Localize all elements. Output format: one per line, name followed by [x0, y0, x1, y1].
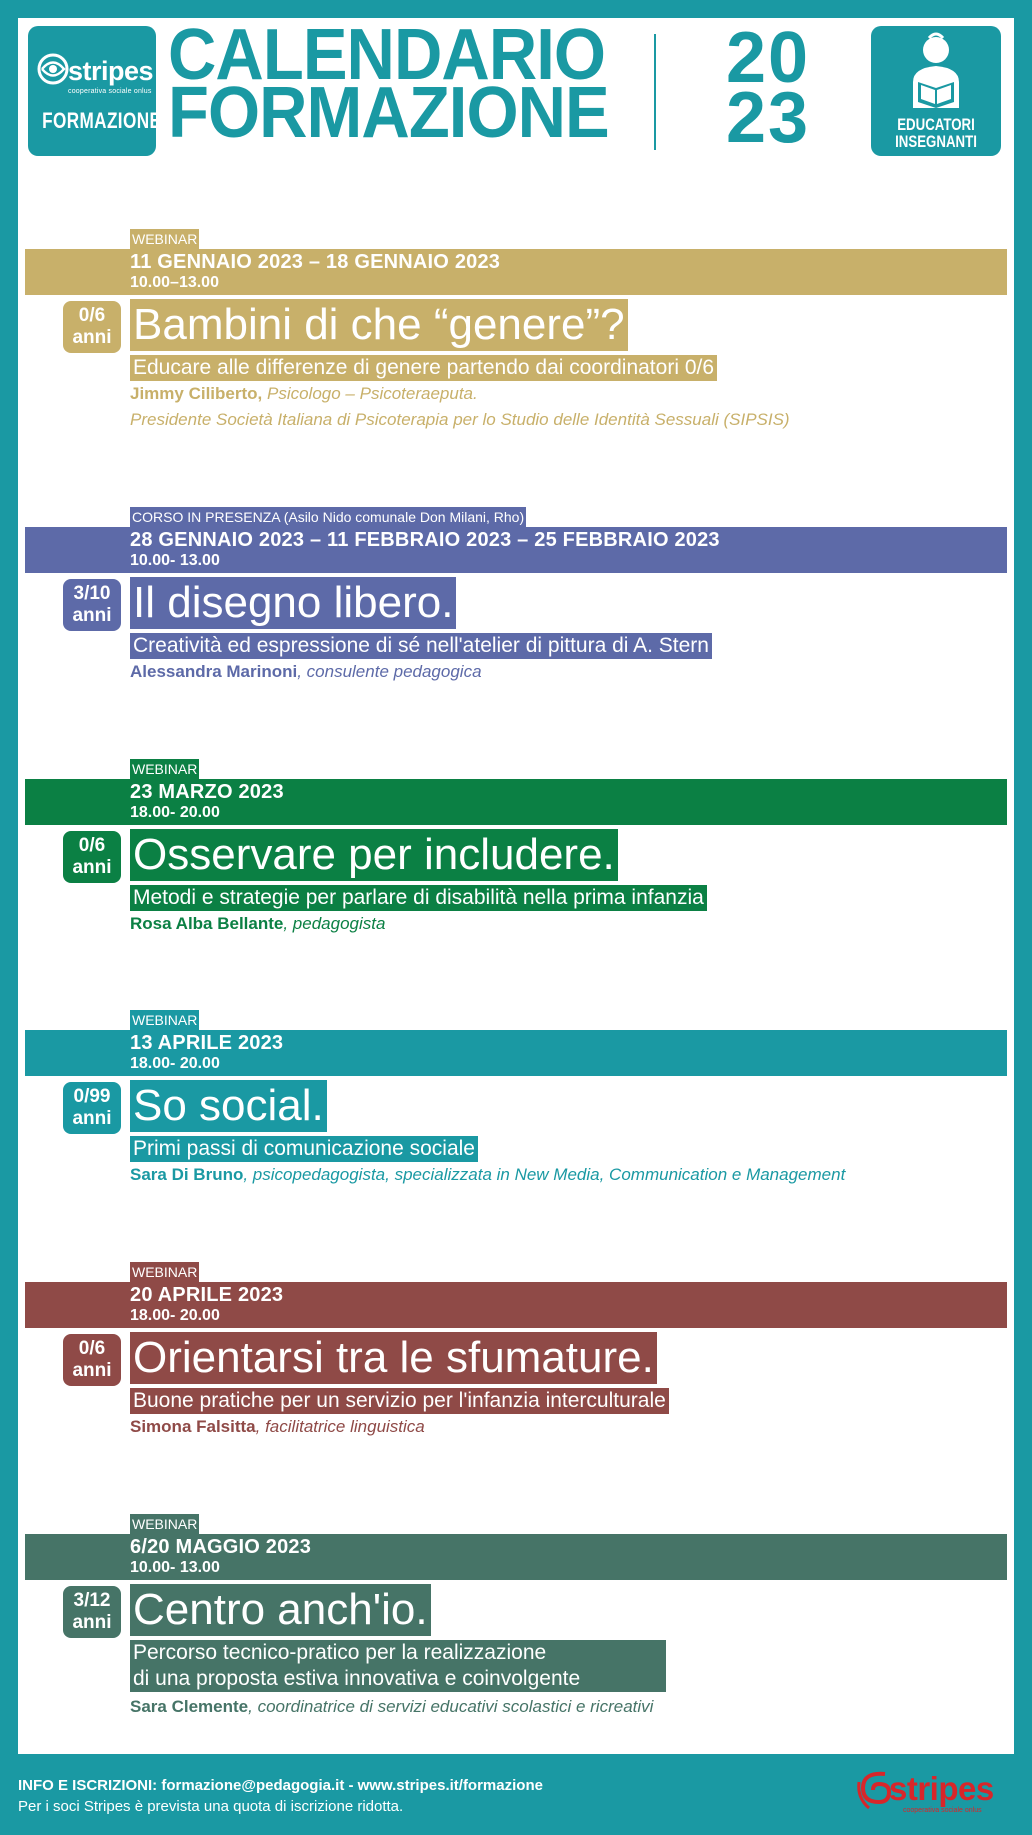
event-subtitle: Creatività ed espressione di sé nell'atelier di pittura di A. Stern	[130, 633, 712, 659]
event-title: Osservare per includere.	[130, 829, 618, 881]
age-badge	[63, 301, 121, 353]
event-hours: 10.00- 13.00	[130, 1559, 220, 1576]
speaker-role: , psicopedagogista, specializzata in New Media, Communication e Management	[243, 1165, 846, 1184]
logo-tagline: cooperativa sociale onlus	[68, 88, 152, 95]
speaker-name: Rosa Alba Bellante	[130, 914, 284, 933]
event-hours: 18.00- 20.00	[130, 804, 220, 821]
event-4	[18, 1010, 1014, 1190]
footer-logo-brand: stripes	[889, 1770, 994, 1807]
event-dates: 23 MARZO 2023	[130, 781, 284, 803]
event-hours: 10.00- 13.00	[130, 552, 220, 569]
event-title: So social.	[130, 1080, 327, 1132]
audience-badge	[871, 26, 1001, 156]
teacher-reading-icon	[901, 30, 971, 110]
page-title	[168, 15, 663, 153]
age-range: 3/10	[73, 583, 111, 604]
speaker-name: Simona Falsitta	[130, 1417, 256, 1436]
speaker-name: Sara Di Bruno	[130, 1165, 244, 1184]
age-unit: anni	[72, 327, 112, 348]
event-dates: 28 GENNAIO 2023 – 11 FEBBRAIO 2023 – 25 FEBBRAIO 2023	[130, 529, 720, 551]
logo-brand: stripes	[68, 56, 154, 86]
speaker-name: Alessandra Marinoni	[130, 662, 298, 681]
age-badge	[63, 1586, 121, 1638]
event-title: Centro anch'io.	[130, 1584, 431, 1636]
event-speaker	[130, 1164, 845, 1186]
title-line-2: FORMAZIONE	[168, 73, 609, 153]
event-speaker	[130, 383, 478, 405]
speaker-affiliation: Presidente Società Italiana di Psicoterapia per lo Studio delle Identità Sessuali (SIPSIS)	[130, 410, 790, 429]
event-subtitle: Buone pratiche per un servizio per l'infanzia interculturale	[130, 1388, 669, 1414]
age-unit: anni	[72, 1108, 112, 1129]
age-badge	[63, 1334, 121, 1386]
audience-line-2: INSEGNANTI	[895, 132, 977, 151]
speaker-role: , consulente pedagogica	[297, 662, 482, 681]
event-type: WEBINAR	[132, 1516, 198, 1532]
age-range: 0/6	[78, 305, 106, 326]
speaker-role: , coordinatrice di servizi educativi scolastici e ricreativi	[248, 1697, 654, 1716]
event-title: Il disegno libero.	[130, 577, 456, 629]
audience-line-1: EDUCATORI	[897, 115, 975, 134]
event-subtitle-line-2: di una proposta estiva innovativa e coinvolgente	[130, 1666, 666, 1692]
speaker-role: Psicologo – Psicoteraeputa.	[262, 384, 478, 403]
event-speaker	[130, 661, 482, 683]
event-6	[18, 1514, 1014, 1744]
age-unit: anni	[72, 1360, 112, 1381]
event-hours: 18.00- 20.00	[130, 1307, 220, 1324]
stripes-footer-logo	[855, 1762, 1015, 1820]
age-badge	[63, 579, 121, 631]
event-dates: 6/20 MAGGIO 2023	[130, 1536, 312, 1558]
speaker-role: , facilitatrice linguistica	[255, 1417, 425, 1436]
event-dates: 13 APRILE 2023	[130, 1032, 284, 1054]
footer-logo-tagline: cooperativa sociale onlus	[903, 1807, 982, 1814]
event-speaker	[130, 1416, 425, 1438]
event-1	[18, 229, 1014, 439]
year	[708, 18, 828, 158]
speaker-name: Jimmy Ciliberto,	[130, 384, 263, 403]
audience-label	[885, 116, 986, 150]
event-type: WEBINAR	[132, 1264, 198, 1280]
age-unit: anni	[72, 1612, 112, 1633]
event-dates: 11 GENNAIO 2023 – 18 GENNAIO 2023	[130, 251, 501, 273]
event-type: WEBINAR	[132, 231, 198, 247]
event-subtitle: Metodi e strategie per parlare di disabilità nella prima infanzia	[130, 885, 707, 911]
footer-contact-info[interactable]: INFO E ISCRIZIONI: formazione@pedagogia.it - www.stripes.it/formazione	[18, 1777, 543, 1794]
age-badge	[63, 1082, 121, 1134]
logo-label: FORMAZIONE	[42, 108, 162, 133]
event-title: Orientarsi tra le sfumature.	[130, 1332, 657, 1384]
footer-note: Per i soci Stripes è prevista una quota di iscrizione ridotta.	[18, 1798, 404, 1815]
event-speaker	[130, 1696, 653, 1718]
event-type: CORSO IN PRESENZA (Asilo Nido comunale Don Milani, Rho)	[132, 509, 525, 525]
stripes-formazione-logo	[28, 26, 162, 156]
event-dates: 20 APRILE 2023	[130, 1284, 284, 1306]
age-range: 3/12	[73, 1590, 111, 1611]
event-3	[18, 759, 1014, 939]
age-range: 0/6	[78, 835, 106, 856]
event-title: Bambini di che “genere”?	[130, 299, 628, 351]
event-subtitle: Percorso tecnico-pratico per la realizzazione	[130, 1640, 666, 1666]
speaker-name: Sara Clemente	[130, 1697, 249, 1716]
age-unit: anni	[72, 605, 112, 626]
age-badge	[63, 831, 121, 883]
poster-sheet	[18, 15, 1014, 1754]
swirl-icon	[36, 52, 70, 86]
year-line-1: 20	[725, 18, 811, 98]
event-hours: 18.00- 20.00	[130, 1055, 220, 1072]
speaker-role: , pedagogista	[283, 914, 386, 933]
event-speaker	[130, 913, 385, 935]
age-range: 0/6	[78, 1338, 106, 1359]
event-subtitle: Educare alle differenze di genere partendo dai coordinatori 0/6	[130, 355, 717, 381]
age-range: 0/99	[73, 1086, 111, 1107]
year-line-2: 23	[725, 78, 811, 158]
title-divider	[654, 34, 656, 150]
age-unit: anni	[72, 857, 112, 878]
event-type: WEBINAR	[132, 1012, 198, 1028]
event-subtitle: Primi passi di comunicazione sociale	[130, 1136, 478, 1162]
title-line-1: CALENDARIO	[168, 15, 606, 95]
event-5	[18, 1262, 1014, 1442]
event-2	[18, 507, 1014, 687]
event-hours: 10.00–13.00	[130, 274, 219, 291]
event-type: WEBINAR	[132, 761, 198, 777]
